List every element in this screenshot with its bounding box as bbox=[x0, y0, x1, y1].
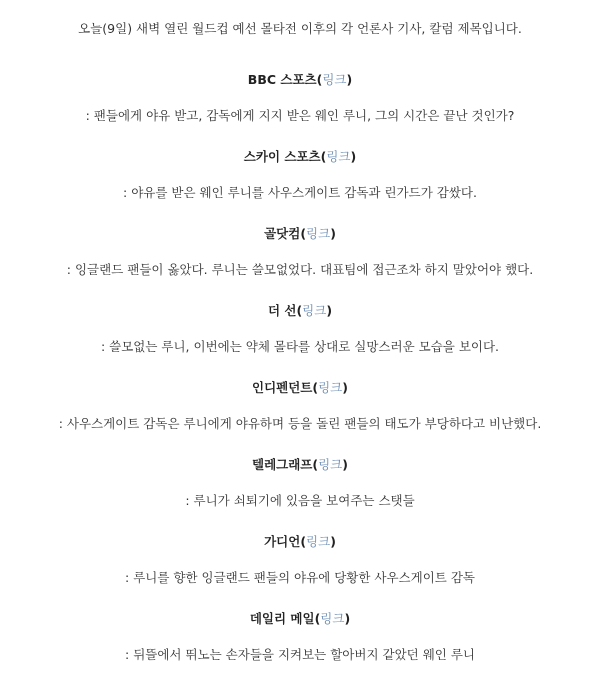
entry-summary: : 야유를 받은 웨인 루니를 사우스게이트 감독과 린가드가 감쌌다. bbox=[123, 185, 477, 200]
article-link[interactable]: 링크 bbox=[318, 457, 343, 472]
entry-title: 골닷컴(링크) bbox=[264, 226, 336, 241]
entry-sky-sports bbox=[0, 148, 600, 202]
outlet-name: 인디펜던트 bbox=[252, 380, 313, 395]
outlet-name: 골닷컴 bbox=[264, 226, 301, 241]
entry-daily-mail bbox=[0, 610, 600, 664]
entry-title: 더 선(링크) bbox=[267, 303, 333, 318]
entry-summary: : 잉글랜드 팬들이 옳았다. 루니는 쓸모없었다. 대표팀에 접근조차 하지 말았어야 했다. bbox=[66, 262, 534, 277]
entry-title: BBC 스포츠(링크) bbox=[247, 72, 353, 87]
entry-summary: : 사우스게이트 감독은 루니에게 야유하며 등을 돌린 팬들의 태도가 부당하다고 비난했다. bbox=[58, 416, 542, 431]
intro-text: 오늘(9일) 새벽 열린 월드컵 예선 몰타전 이후의 각 언론사 기사, 칼럼 제목입니다. bbox=[78, 21, 522, 36]
article-link[interactable]: 링크 bbox=[320, 611, 345, 626]
outlet-name: 가디언 bbox=[264, 534, 301, 549]
article-link[interactable]: 링크 bbox=[306, 226, 331, 241]
entry-guardian bbox=[0, 533, 600, 587]
entry-summary: : 쓸모없는 루니, 이번에는 약체 몰타를 상대로 실망스러운 모습을 보이다. bbox=[100, 339, 500, 354]
entry-summary: : 루니를 향한 잉글랜드 팬들의 야유에 당황한 사우스게이트 감독 bbox=[125, 570, 475, 585]
article-link[interactable]: 링크 bbox=[318, 380, 343, 395]
outlet-name: 더 선 bbox=[267, 303, 297, 318]
entry-title: 데일리 메일(링크) bbox=[249, 611, 351, 626]
entry-summary: : 팬들에게 야유 받고, 감독에게 지지 받은 웨인 루니, 그의 시간은 끝난 것인가? bbox=[85, 108, 515, 123]
article-link[interactable]: 링크 bbox=[326, 149, 351, 164]
outlet-name: BBC 스포츠 bbox=[247, 72, 317, 87]
entry-telegraph bbox=[0, 456, 600, 510]
entry-title: 텔레그래프(링크) bbox=[252, 457, 348, 472]
entry-summary: : 뒤뜰에서 뛰노는 손자들을 지켜보는 할아버지 같았던 웨인 루니 bbox=[125, 647, 475, 662]
article-link[interactable]: 링크 bbox=[306, 534, 331, 549]
entry-goal-com bbox=[0, 225, 600, 279]
outlet-name: 데일리 메일 bbox=[249, 611, 315, 626]
article-link[interactable]: 링크 bbox=[302, 303, 327, 318]
entry-summary: : 루니가 쇠퇴기에 있음을 보여주는 스탯들 bbox=[185, 493, 415, 508]
entry-bbc-sport bbox=[0, 71, 600, 125]
entry-title: 인디펜던트(링크) bbox=[252, 380, 348, 395]
outlet-name: 텔레그래프 bbox=[252, 457, 313, 472]
entry-independent bbox=[0, 379, 600, 433]
entry-title: 스카이 스포츠(링크) bbox=[243, 149, 357, 164]
outlet-name: 스카이 스포츠 bbox=[243, 149, 321, 164]
entry-title: 가디언(링크) bbox=[264, 534, 336, 549]
entry-the-sun bbox=[0, 302, 600, 356]
article-link[interactable]: 링크 bbox=[322, 72, 347, 87]
